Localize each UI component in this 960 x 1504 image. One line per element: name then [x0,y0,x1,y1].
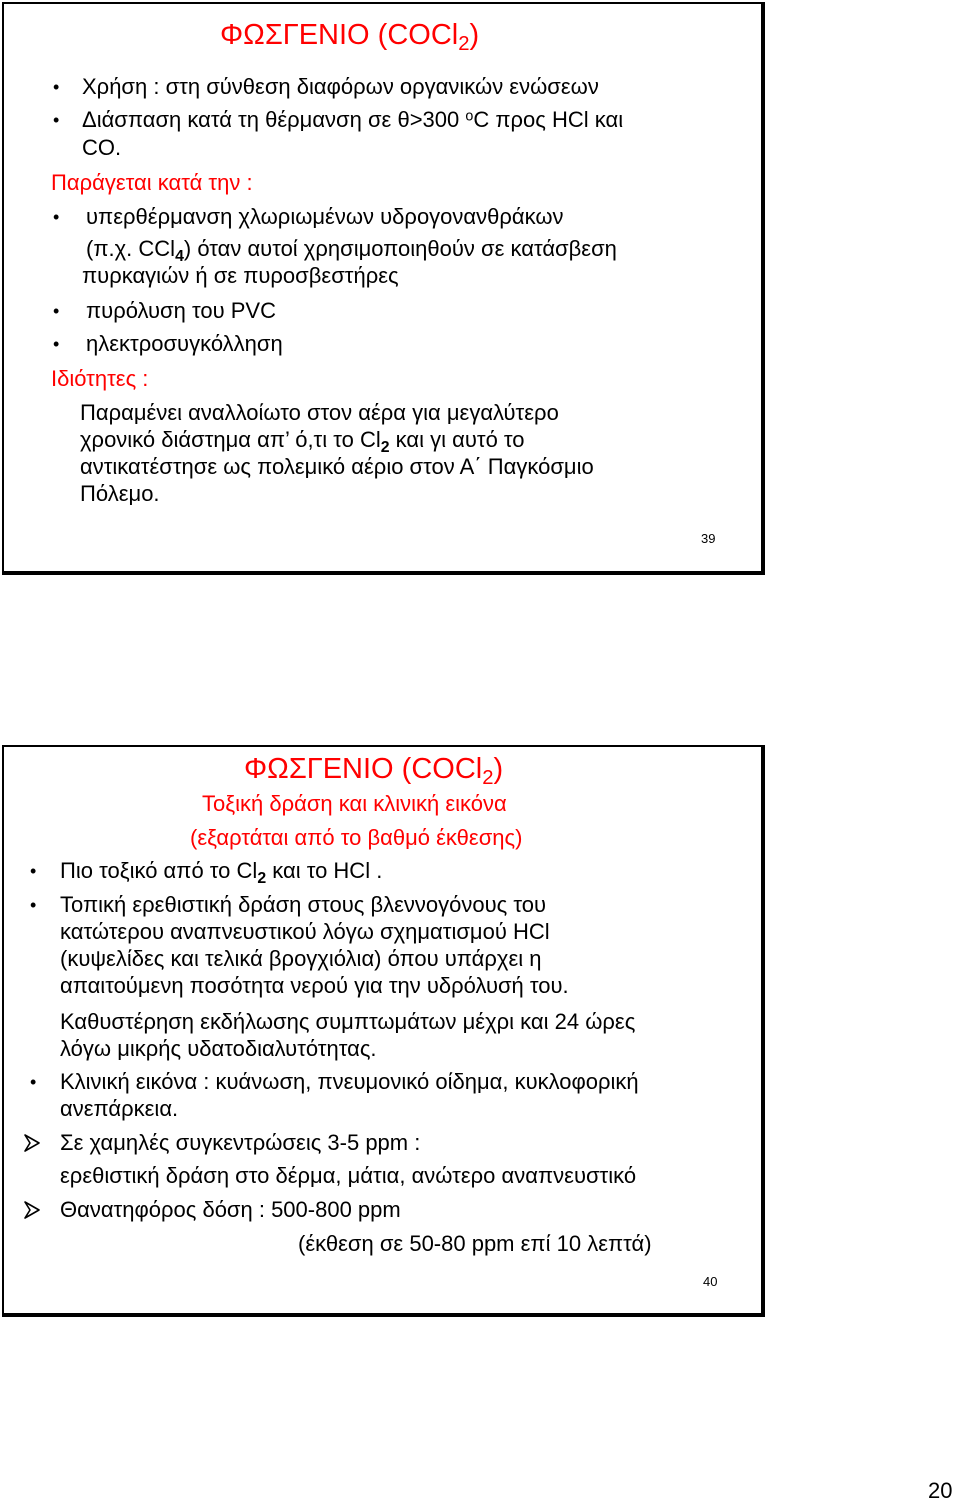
slide-number: 39 [701,531,716,546]
exposure-line: (έκθεση σε 50-80 ppm επί 10 λεπτά) [298,1231,652,1256]
bullet-dot-icon: • [53,207,60,227]
bullet-dot-icon: • [30,861,37,881]
degree-superscript: ο [465,108,474,125]
bullet-dot-icon: • [53,110,60,130]
toxicity-text: Πιο τοξικό από το Cl [60,858,258,883]
subtitle-exposure-dependency: (εξαρτάται από το βαθμό έκθεσης) [190,825,523,850]
title-subscript: 2 [482,767,494,790]
clinical-line-2: ανεπάρκεια. [60,1096,179,1121]
arrow-bullet-icon [24,1201,40,1219]
low-concentration-line: Σε χαμηλές συγκεντρώσεις 3-5 ppm : [60,1130,421,1155]
produced-heading: Παράγεται κατά την : [51,170,253,195]
overheat-line-3: πυρκαγιών ή σε πυροσβεστήρες [82,263,399,288]
title-subscript: 2 [458,33,470,56]
properties-text-end: και γι αυτό το [389,427,525,452]
decomposition-text: Διάσπαση κατά τη θέρμανση σε θ>300 [82,107,466,132]
slide-number: 40 [703,1274,718,1289]
arrow-bullet-icon [24,1134,40,1152]
toxicity-text-end: και το HCl . [266,858,383,883]
irritation-line: ερεθιστική δράση στο δέρμα, μάτια, ανώτερο αναπνευστικό [60,1163,637,1188]
toxicity-line [60,858,383,887]
decomposition-line-2: CO. [82,135,122,160]
overheat-text-end: ) όταν αυτοί χρησιμοποιηθούν σε κατάσβεση [183,236,617,261]
pyrolysis-line: πυρόλυση του PVC [86,298,276,323]
ccl4-subscript: 4 [175,247,184,265]
welding-line: ηλεκτροσυγκόλληση [86,331,283,356]
lethal-dose-line: Θανατηφόρος δόση : 500-800 ppm [60,1197,401,1222]
overheat-line-1: υπερθέρμανση χλωριωμένων υδρογονανθράκων [86,204,564,229]
local-action-line-4: απαιτούμενη ποσότητα νερού για την υδρόλυσή του. [60,973,569,998]
properties-heading: Ιδιότητες : [51,366,149,391]
subtitle-toxic-action: Τοξική δράση και κλινική εικόνα [202,791,507,816]
overheat-text: (π.χ. CCl [86,236,176,261]
properties-line-4: Πόλεμο. [80,481,160,506]
bullet-dot-icon: • [53,77,60,97]
overheat-line-2 [86,236,617,265]
properties-text: χρονικό διάστημα απ’ ό,τι το Cl [80,427,381,452]
title-text: ΦΩΣΓΕΝΙΟ (COCl [220,19,459,51]
slide-title [244,752,504,790]
properties-line-3: αντικατέστησε ως πολεμικό αέριο στον Α΄ Παγκόσμιο [80,454,594,479]
title-text: ΦΩΣΓΕΝΙΟ (COCl [244,753,483,785]
properties-line-2 [80,427,525,456]
decomposition-text-end: C προς HCl και [473,107,624,132]
slide-39 [2,2,765,575]
slide-40 [2,745,765,1317]
decomposition-line-1 [82,107,623,133]
use-line: Χρήση : στη σύνθεση διαφόρων οργανικών ενώσεων [82,74,599,99]
properties-line-1: Παραμένει αναλλοίωτο στον αέρα για μεγαλύτερο [80,400,559,425]
clinical-line-1: Κλινική εικόνα : κυάνωση, πνευμονικό οίδημα, κυκλοφορική [60,1069,639,1094]
delay-line-1: Καθυστέρηση εκδήλωσης συμπτωμάτων μέχρι και 24 ώρες [60,1009,636,1034]
local-action-line-2: κατώτερου αναπνευστικού λόγω σχηματισμού HCl [60,919,550,944]
title-end: ) [469,19,480,51]
cl2-subscript: 2 [257,869,267,887]
page-number: 20 [928,1478,953,1503]
slide-title [220,18,480,56]
delay-line-2: λόγω μικρής υδατοδιαλυτότητας. [60,1036,377,1061]
bullet-dot-icon: • [53,301,60,321]
local-action-line-1: Τοπική ερεθιστική δράση στους βλεννογόνους του [60,892,547,917]
bullet-dot-icon: • [30,895,37,915]
local-action-line-3: (κυψελίδες και τελικά βρογχιόλια) όπου υπάρχει η [60,946,542,971]
cl2-subscript: 2 [380,438,390,456]
bullet-dot-icon: • [53,334,60,354]
title-end: ) [493,753,504,785]
bullet-dot-icon: • [30,1072,37,1092]
